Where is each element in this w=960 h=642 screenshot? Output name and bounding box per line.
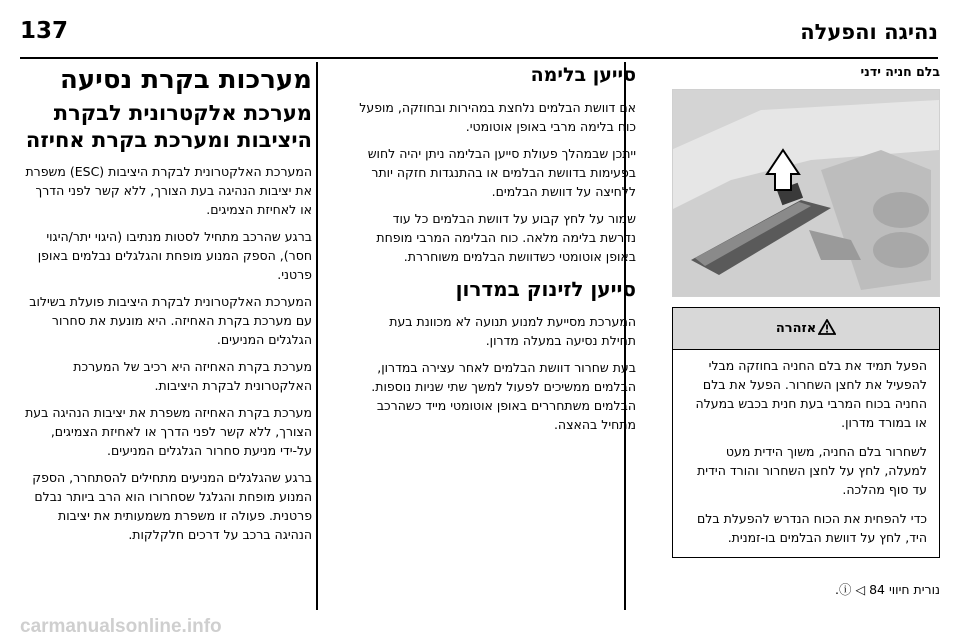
paragraph: בעת שחרור דוושת הבלמים לאחר עצירה במדרון, הבלמים ממשיכים לפעול למשך שתי שניות נוספות. הבלמים משתחררים באופן אוטומטי מייד כשהרכב מתחיל בהאצה. <box>371 360 636 432</box>
right-column <box>672 64 940 598</box>
column-divider-left <box>316 62 318 610</box>
parking-brake-illustration <box>672 89 940 297</box>
warning-paragraph: כדי להפחית את הכוח הנדרש להפעלת בלם היד, לחץ על דוושת הבלמים בו-זמנית. <box>697 511 927 545</box>
subsection-title-esc: מערכת אלקטרונית לבקרת היציבות ומערכת בקרת אחיזה <box>25 101 312 152</box>
left-column <box>20 64 312 552</box>
paragraph: מערכת בקרת האחיזה משפרת את יציבות הנהיגה בעת הצורך, ללא קשר לפני הדרך או לאחיזת הצמיגים, על-ידי מניעת סחרור הגלגלים המניעים. <box>25 405 312 458</box>
esc-text <box>20 162 312 544</box>
paragraph: ברגע שהגלגלים המניעים מתחילים להסתחרר, הספק המנוע מופחת והגלגל שסחרורו הוא הרב ביותר נבלם פרטנית. פעולה זו משפרת משמעותית את יציבות הנהיגה ברכב על דרכים חלקלקות. <box>32 470 312 542</box>
watermark: carmanualsonline.info <box>20 616 222 637</box>
warning-paragraph: הפעל תמיד את בלם החניה בחוזקה מבלי להפעיל את לחצן השחרור. הפעל את בלם החניה בכוח המרבי בעת חנית בכבש במעלה או במורד מדרון. <box>695 358 927 430</box>
chapter-title: נהיגה והפעלה <box>800 20 938 44</box>
warning-box <box>672 307 940 558</box>
chapter-section-title: מערכות בקרת נסיעה <box>59 65 312 95</box>
brake-assist-text <box>356 98 636 266</box>
cross-reference: נורית חיווי ⓘ ◁ 84. <box>835 582 940 597</box>
paragraph: מערכת בקרת האחיזה היא רכיב של המערכת האלקטרונית לבקרת היציבות. <box>73 359 312 393</box>
warning-body <box>673 350 939 557</box>
warning-paragraph: לשחרור בלם החניה, משוך הידית מעט למעלה, לחץ על לחצן השחרור והורד הידית עד סוף מהלכה. <box>697 444 927 497</box>
middle-column <box>356 64 636 442</box>
warning-title: אזהרה <box>775 321 817 336</box>
paragraph: ייתכן שבמהלך פעולת סייען הבלימה ניתן יהיה לחוש בפעימות בדוושת הבלמים או בהתנגדות חזקה יותר ללחיצה על דוושת הבלמים. <box>367 146 636 199</box>
warning-header <box>673 308 939 350</box>
paragraph: המערכת האלקטרונית לבקרת היציבות פועלת בשילוב עם מערכת בקרת האחיזה. היא מונעת את סחרור הגלגלים המניעים. <box>29 294 312 347</box>
section-title-parking-brake: בלם חניה ידני <box>860 64 940 79</box>
section-title-brake-assist: סייען בלימה <box>530 64 636 86</box>
paragraph: אם דוושת הבלמים נלחצת במהירות ובחוזקה, מופעל כוח בלימה מרבי באופן אוטומטי. <box>359 100 636 134</box>
header-rule <box>20 57 938 59</box>
page-number: 137 <box>20 18 69 44</box>
paragraph: המערכת מסייעת למנוע תנועה לא מכוונת בעת תחילת נסיעה במעלה מדרון. <box>389 314 636 348</box>
hill-start-assist-text <box>356 312 636 434</box>
paragraph: ברגע שהרכב מתחיל לסטות מנתיבו (היגוי יתר/היגוי חסר), הספק המנוע מופחת והגלגלים נבלמים באופן פרטני. <box>37 229 312 282</box>
paragraph: המערכת האלקטרונית לבקרת היציבות (ESC) משפרת את יציבות הנהיגה בעת הצורך, ללא קשר לפני הדרך או לאחיזת הצמיגים. <box>25 164 312 217</box>
warning-triangle-icon <box>818 319 836 339</box>
section-title-hill-start-assist: סייען לזינוק במדרון <box>455 277 636 301</box>
paragraph: שמור על לחץ קבוע על דוושת הבלמים כל עוד נדרשת בלימה מלאה. כוח הבלימה המרבי מופחת באופן אוטומטי כשדוושת הבלמים משוחררת. <box>376 211 636 264</box>
page-header <box>20 14 938 58</box>
